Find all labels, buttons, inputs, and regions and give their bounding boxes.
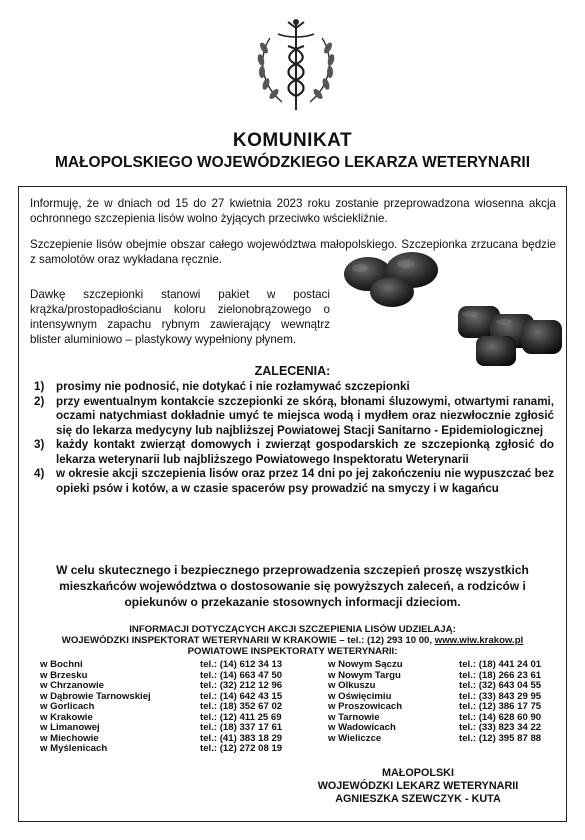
vaccine-baits-photo <box>340 244 565 374</box>
signature-name: AGNIESZKA SZEWCZYK - KUTA <box>335 793 501 805</box>
list-item: w Oświęcimiu <box>328 690 392 702</box>
intro-paragraph-2: Szczepienie lisów obejmie obszar całego województwa małopolskiego. Szczepionka zrzucana będzie z samolotów oraz wykładana ręcznie. <box>30 238 556 266</box>
phone-number: tel.: (33) 843 29 95 <box>459 690 542 702</box>
offices-right-phones <box>459 660 541 744</box>
list-item: 2) przy ewentualnym kontakcie szczepionki ze skórą, błonami śluzowymi, otwartymi ranami, oczami natychmiast dokładnie umyć te miejsca wodą i mydłem oraz niezwłocznie zgłosić się do lekarza medycyny lub najbliższej Powiatowej Stacji Sanitarno - Epidemiologicznej <box>34 394 554 437</box>
list-item: w Wadowicach <box>328 722 396 733</box>
offices-left-places <box>40 660 151 755</box>
list-item: w Brzesku <box>40 669 88 681</box>
list-item: w Nowym Sączu <box>328 659 403 670</box>
list-item: 3) każdy kontakt zwierząt domowych i zwierząt gospodarskich ze szczepionką zgłosić do lekarza weterynarii lub najbliższego Powiatowego Inspektoratu Weterynarii <box>34 438 554 466</box>
signature-line-1: MAŁOPOLSKI <box>382 767 454 779</box>
list-item: 1) prosimy nie podnosić, nie dotykać i nie rozłamywać szczepionki <box>34 380 410 393</box>
phone-number: tel.: (18) 352 67 02 <box>200 701 283 712</box>
page-subtitle: MAŁOPOLSKIEGO WOJEWÓDZKIEGO LEKARZA WETERYNARII <box>54 154 531 171</box>
list-item: w Limanowej <box>40 722 100 733</box>
phone-number: tel.: (12) 386 17 75 <box>459 701 542 712</box>
list-item: w Tarnowie <box>328 711 380 723</box>
regional-inspectorate-line: WOJEWÓDZKI INSPEKTORAT WETERYNARII W KRAKOWIE – tel.: (12) 293 10 00, www.wiw.krakow.pl <box>61 635 524 646</box>
list-item: w Nowym Targu <box>328 669 401 681</box>
list-item: 4) w okresie akcji szczepienia lisów oraz przez 14 dni po jej zakończeniu nie wypuszczać bez opieki psów i kotów, a w czasie spacerów psy prowadzić na smyczy i w kagańcu <box>34 467 554 495</box>
phone-number: tel.: (14) 612 34 13 <box>200 659 283 670</box>
recommendations-list <box>34 380 554 496</box>
phone-number: tel.: (18) 266 23 61 <box>459 669 542 681</box>
list-item: w Gorlicach <box>40 701 95 712</box>
phone-number: tel.: (14) 628 60 90 <box>459 711 542 723</box>
phone-number: tel.: (18) 441 24 01 <box>459 659 542 670</box>
district-inspectorates-heading: POWIATOWE INSPEKTORATY WETERYNARII: <box>187 646 398 657</box>
phone-number: tel.: (18) 337 17 61 <box>200 722 283 733</box>
phone-number: tel.: (41) 383 18 29 <box>200 732 283 744</box>
phone-number: tel.: (33) 823 34 22 <box>459 722 542 733</box>
phone-number: tel.: (14) 663 47 50 <box>200 669 283 681</box>
offices-left-phones <box>200 660 282 755</box>
list-item: w Krakowie <box>40 711 93 723</box>
list-item: w Chrzanowie <box>40 680 104 691</box>
phone-number: tel.: (12) 411 25 69 <box>200 711 282 723</box>
signature-line-2: WOJEWÓDZKI LEKARZ WETERYNARII <box>317 780 519 792</box>
public-appeal: W celu skutecznego i bezpiecznego przeprowadzenia szczepień proszę wszystkich mieszkańców województwa o dostosowanie się powyższych zaleceń, a rodziców i opiekunów o przekazanie stosownych informacji dzieciom. <box>56 563 529 609</box>
list-item: w Miechowie <box>40 732 99 744</box>
veterinary-emblem-icon <box>248 8 344 120</box>
list-item: w Proszowicach <box>328 701 403 712</box>
website-link[interactable]: www.wiw.krakow.pl <box>434 635 524 646</box>
recommendations-title: ZALECENIA: <box>254 364 331 378</box>
phone-number: tel.: (32) 643 04 55 <box>459 680 542 691</box>
list-item: w Wieliczce <box>328 732 382 744</box>
list-item: w Olkuszu <box>328 680 376 691</box>
page-title: KOMUNIKAT <box>232 130 353 151</box>
intro-paragraph-1: Informuję, że w dniach od 15 do 27 kwietnia 2023 roku zostanie przeprowadzona wiosenna akcja ochronnego szczepienia lisów wolno żyjących przeciwko wściekliźnie. <box>30 197 556 225</box>
phone-number: tel.: (14) 642 43 15 <box>200 690 283 702</box>
phone-number: tel.: (12) 395 87 88 <box>459 732 542 744</box>
offices-right-places <box>328 660 403 744</box>
info-heading: INFORMACJI DOTYCZĄCYCH AKCJI SZCZEPIENIA LISÓW UDZIELAJĄ: <box>129 624 456 635</box>
list-item: w Dąbrowie Tarnowskiej <box>40 690 151 702</box>
list-item: w Myślenicach <box>40 743 108 754</box>
list-item: w Bochni <box>40 659 83 670</box>
phone-number: tel.: (32) 212 12 96 <box>200 680 283 691</box>
phone-number: tel.: (12) 272 08 19 <box>200 743 283 754</box>
vaccine-description: Dawkę szczepionki stanowi pakiet w postaci krążka/prostopadłościanu koloru zielonobrązowego o intensywnym zapachu rybnym zawierający wewnątrz blister aluminiowo – plastykowy wypełniony płynem. <box>30 288 330 346</box>
